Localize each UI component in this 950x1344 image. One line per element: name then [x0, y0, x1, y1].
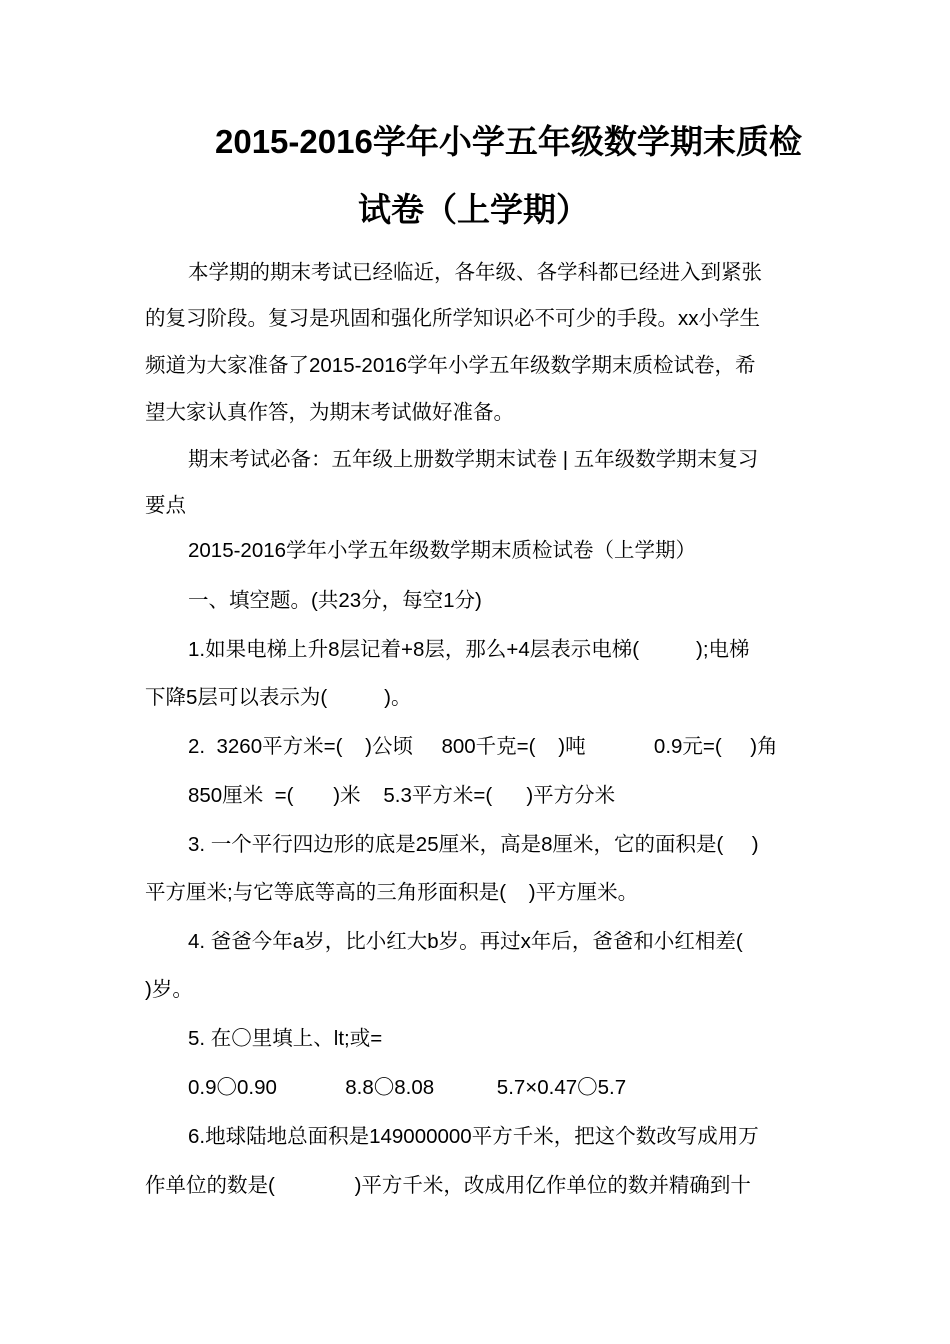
document-title-line-1: 2015-2016学年小学五年级数学期末质检	[215, 123, 802, 160]
question-2-line-2: 850厘米 =( )米 5.3平方米=( )平方分米	[188, 784, 616, 807]
intro-paragraph-line-4: 望大家认真作答，为期末考试做好准备。	[145, 401, 514, 424]
intro-paragraph-line-1: 本学期的期末考试已经临近，各年级、各学科都已经进入到紧张	[188, 261, 762, 284]
question-3-line-2: 平方厘米;与它等底等高的三角形面积是( )平方厘米。	[145, 881, 639, 904]
document-title-line-2: 试卷（上学期）	[358, 191, 589, 228]
intro-paragraph-line-2: 的复习阶段。复习是巩固和强化所学知识必不可少的手段。xx小学生	[145, 307, 760, 330]
question-6-line-2: 作单位的数是( )平方千米，改成用亿作单位的数并精确到十	[145, 1174, 751, 1197]
question-5-line-1: 5. 在〇里填上、lt;或=	[188, 1027, 383, 1050]
question-2-line-1: 2. 3260平方米=( )公顷 800千克=( )吨 0.9元=( )角	[188, 735, 778, 758]
question-4-line-2: )岁。	[145, 978, 193, 1001]
question-1-line-2: 下降5层可以表示为( )。	[145, 686, 412, 709]
section-heading-fill-blank: 一、填空题。(共23分，每空1分)	[188, 589, 482, 612]
exam-subtitle: 2015-2016学年小学五年级数学期末质检试卷（上学期）	[188, 539, 697, 562]
question-3-line-1: 3. 一个平行四边形的底是25厘米，高是8厘米，它的面积是( )	[188, 833, 759, 856]
question-6-line-1: 6.地球陆地总面积是149000000平方千米，把这个数改写成用万	[188, 1125, 759, 1148]
related-links-line-1: 期末考试必备：五年级上册数学期末试卷 | 五年级数学期末复习	[188, 448, 759, 471]
intro-paragraph-line-3: 频道为大家准备了2015-2016学年小学五年级数学期末质检试卷，希	[145, 354, 756, 377]
question-1-line-1: 1.如果电梯上升8层记着+8层，那么+4层表示电梯( );电梯	[188, 638, 750, 661]
related-links-line-2: 要点	[145, 494, 186, 517]
question-5-line-2: 0.9〇0.90 8.8〇8.08 5.7×0.47〇5.7	[188, 1076, 627, 1099]
question-4-line-1: 4. 爸爸今年a岁，比小红大b岁。再过x年后，爸爸和小红相差(	[188, 930, 743, 953]
